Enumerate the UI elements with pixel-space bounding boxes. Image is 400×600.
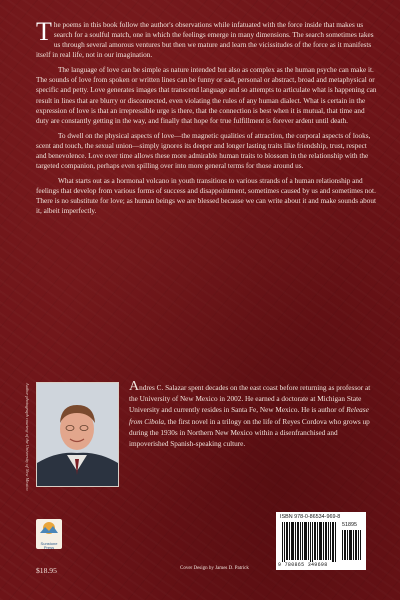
back-cover-blurb: [36, 17, 378, 221]
drop-cap: T: [36, 17, 52, 46]
author-photo: [36, 382, 119, 487]
cover-credit: Cover Design by James D. Patrick: [180, 566, 249, 571]
publisher-name: Sunstone Press: [40, 541, 58, 551]
author-portrait-icon: [37, 383, 118, 486]
bio-drop-cap: A: [129, 379, 140, 394]
price: $18.95: [36, 566, 57, 575]
photo-credit: Author photograph courtesy of the University of New Mexico: [25, 383, 30, 491]
isbn-number: ISBN 978-0-86534-969-8: [280, 514, 341, 520]
barcode-digits: 9 780865 349698: [278, 562, 328, 568]
blurb-paragraph: The language of love can be simple as nature intended but also as complex as the human psyche can make it. The sounds of love from spoken or written lines can be funny or sad, personal or abstract, broad and metaphysical or specific and petty. Love generates images that transcend language and so attempts to articulate what is happening can result in lines that are blurry or disconnected, even violating the rules of any human dialect. What is certain in the expression of love is that an irrepressible urge is there, that the connection is best when it is mutual, that time and duty are constantly getting in the way, and finally that hope for true fulfillment is forever ardent until death.: [36, 66, 377, 125]
author-bio: Andres C. Salazar spent decades on the east coast before returning as professor at the University of New Mexico in 2002. He earned a doctorate at Michigan State University and currently resides in Santa Fe, New Mexico. He is author of Release from Cibola, the first novel in a trilogy on the life of Reyes Cordova who grows up during the 1930s in Northern New Mexico within a disenfranchised and impoverished Spanish-speaking culture.: [129, 379, 371, 449]
publisher-logo: [36, 519, 62, 549]
blurb-paragraph: What starts out as a hormonal volcano in youth transitions to various strands of a human relationship and feelings that develop from various forms of success and disappointment, sometimes caused by us and sometimes not. There is no substitute for love; as human beings we are blessed because we can write about it and make sounds about it, albeit imperfectly.: [36, 176, 377, 216]
addon-price-code: 51895: [342, 522, 357, 528]
blurb-paragraph: To dwell on the physical aspects of love—the magnetic qualities of attraction, the corporal aspects of looks, scent and touch, the sexual union—simply ignores its deeper and longer lasting traits like friendship, trust, respect and benevolence. Love over time allows these more admirable human traits to blossom in the relationship with the targeted companion, perhaps even spilling over into more general terms for those around us.: [36, 131, 371, 171]
sunstone-logo-icon: [36, 519, 62, 537]
blurb-paragraph: The poems in this book follow the author's observations while infatuated with the force inside that makes us search for a soulful match, one in which the feelings emerge in many dimensions. The search sometimes takes us through several amorous ventures but then we mature and learn the vicissitudes of the force as it manifests itself in real life, not in our imagination.: [36, 17, 374, 60]
barcode: [276, 512, 366, 570]
book-title: Release from Cibola: [129, 406, 369, 426]
